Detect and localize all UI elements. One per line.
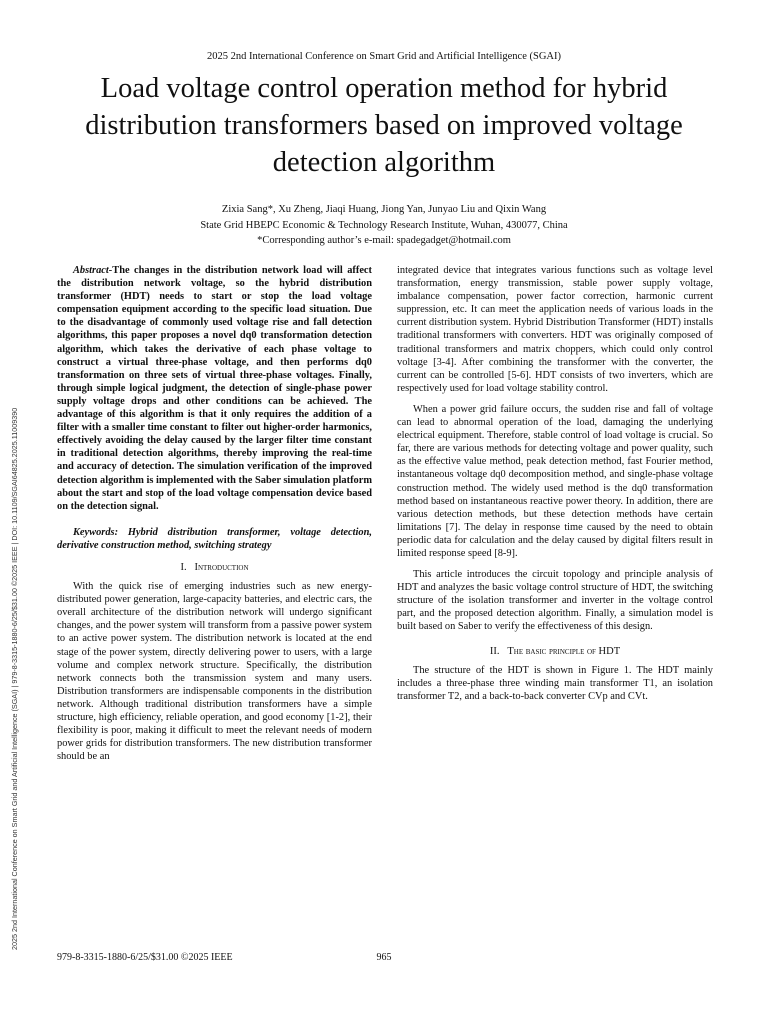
abstract-text: The changes in the distribution network load will affect the distribution network voltage, so the hybrid distribution transformer (HDT) needs to start or stop the load voltage compensation equipment according to the specific load situation. Due to the disadvantage of commonly used voltage rise and fall detection algorithms, this paper proposes a novel dq0 transformation detection algorithm, which takes the derivative of each phase voltage to construct a virtual three-phase voltage, and then performs dq0 transformation on three sets of virtual three-phase voltages. Finally, through simple logical judgment, the detection of single-phase power supply voltage drops and other conditions can be achieved. The advantage of this algorithm is that it only requires the addition of a filter with a smaller time constant to filter out higher-order harmonics, effectively avoiding the delay caused by the larger filter time constant in traditional detection algorithms, thereby improving the real-time and accuracy of detection. The simulation verification of the improved detection algorithm is implemented with the Saber simulation platform about the start and stop of the load voltage compensation device based on the detection signal. bbox=[57, 265, 372, 512]
section-number: II. bbox=[489, 645, 500, 657]
author-email: *Corresponding author’s e-mail: spadegadget@hotmail.com bbox=[257, 235, 511, 246]
body-paragraph-3: This article introduces the circuit topology and principle analysis of HDT and analyzes the basic voltage control structure of HDT, the switching structure of the isolation transformer and inverter in the voltage control part, and the proposed detection algorithm. Finally, a simulation model is built based on Saber to verify the effectiveness of this design. bbox=[397, 569, 713, 633]
abstract bbox=[57, 264, 372, 513]
sidebar-doi-text: 2025 2nd International Conference on Smart Grid and Artificial Intelligence (SGAI) | 979-8-3315-1880-6/25/$31.00 ©2025 IEEE | DOI: 10.1109/SGAI64825.2025.11009390 bbox=[10, 407, 19, 950]
keywords: Keywords: Hybrid distribution transformer, voltage detection, derivative construction method, switching strategy bbox=[57, 526, 372, 551]
footer-copyright: 979-8-3315-1880-6/25/$31.00 ©2025 IEEE bbox=[57, 952, 233, 963]
paper-title: Load voltage control operation method for hybrid distribution transformers based on improved voltage detection algorithm bbox=[85, 73, 683, 178]
page-number: 965 bbox=[376, 952, 392, 963]
body-paragraph-4: The structure of the HDT is shown in Figure 1. The HDT mainly includes a three-phase three winding main transformer T1, an isolation transformer T2, and a back-to-back converter CVp and CVt. bbox=[397, 664, 713, 702]
right-column bbox=[397, 264, 713, 703]
conference-header: 2025 2nd International Conference on Smart Grid and Artificial Intelligence (SGAI) bbox=[207, 51, 561, 62]
author-affiliation: State Grid HBEPC Economic & Technology Research Institute, Wuhan, 430077, China bbox=[200, 219, 568, 231]
abstract-label: Abstract- bbox=[73, 265, 113, 276]
section-title: The basic principle of HDT bbox=[507, 645, 621, 657]
intro-paragraph: With the quick rise of emerging industries such as new energy-distributed power generation, large-capacity batteries, and electric cars, the overall architecture of the distribution network will undergo significant changes, and the power system will transform from a passive power system to an active power system. The distribution network is located at the end stage of the power system, directly delivering power to users, with a large volume and complex network structure. Specifically, the distribution network connects both the transmission system and many users. Distribution transformers are indispensable components in the distribution network. Although traditional distribution transformers have a simple structure, high efficiency, reliable operation, and good economy [1-2], their flexibility is poor, making it difficult to meet the relevant needs of modern power grids for distribution transformers. The new distribution transformer should be an bbox=[57, 581, 372, 763]
body-paragraph-2: When a power grid failure occurs, the sudden rise and fall of voltage can lead to abnormal operation of the load, damaging the underlying electrical equipment. Therefore, stable control of load voltage is crucial. So far, there are various methods for detecting voltage and power quality, such as the effective value method, peak detection method, fast Fourier method, instantaneous voltage dq0 decomposition method, and single-phase voltage construction method. The widely used method is the dq0 transformation method based on instantaneous reactive power theory. In addition, there are various detection methods, but these detection methods have certain limitations [7]. The delay in response time caused by the need to obtain periodic data for calculation and the delay caused by digital filters result in limited response speed [8-9]. bbox=[397, 403, 713, 559]
body-paragraph-1: integrated device that integrates various functions such as voltage level transformation, energy transmission, stable power supply voltage, imbalance compensation, power factor correction, harmonic current suppression, etc. It can meet the application needs of various loads in the current distribution system. Hybrid Distribution Transformer (HDT) installs traditional transformers with converters. HDT was originally composed of traditional transformers and matrix choppers, which could only control voltage [3-4]. After combining the transformer with the converter, the current can be controlled [5-6]. HDT consists of two inverters, which are respectively used for load voltage stability control. bbox=[397, 265, 713, 394]
section-title: Introduction bbox=[194, 561, 249, 573]
left-column bbox=[57, 264, 372, 763]
section-heading-principle bbox=[397, 645, 713, 658]
author-block bbox=[0, 202, 768, 249]
author-names: Zixia Sang*, Xu Zheng, Jiaqi Huang, Jiong Yan, Junyao Liu and Qixin Wang bbox=[221, 204, 547, 215]
section-number: I. bbox=[180, 561, 187, 573]
section-heading-introduction bbox=[57, 561, 372, 574]
